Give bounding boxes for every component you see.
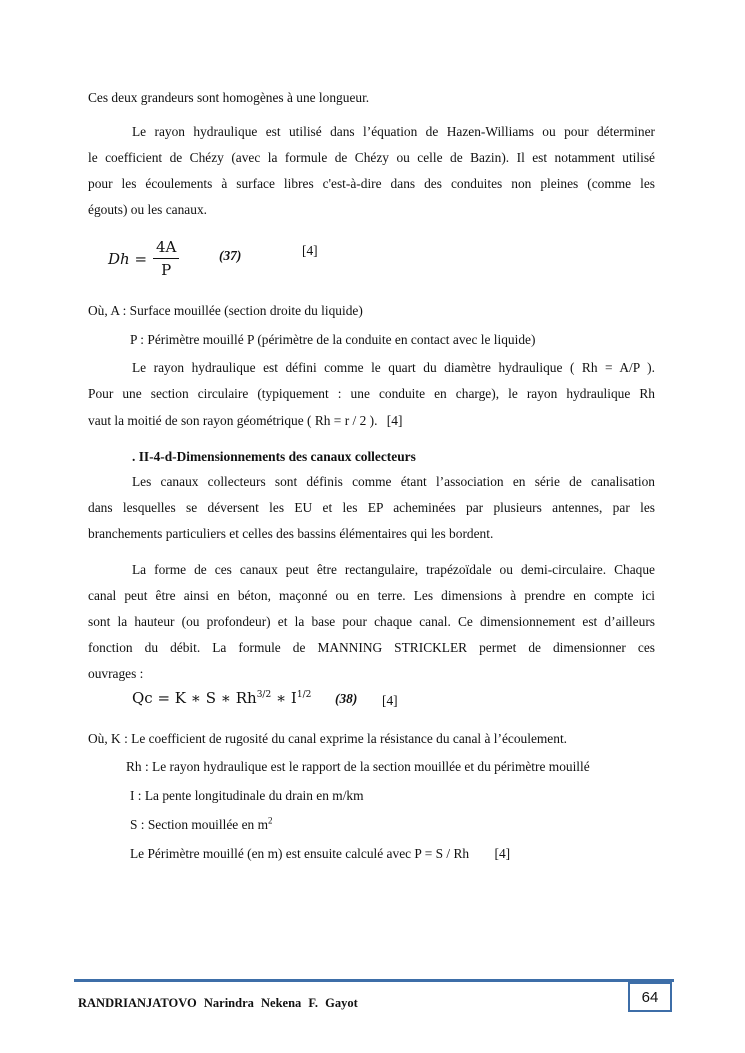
fraction-denominator: P bbox=[161, 261, 172, 279]
text-line: canal peut être ainsi en béton, maçonné ou en terre. Les dimensions à prendre en compte ici bbox=[88, 588, 655, 603]
text-line: ouvrages : bbox=[88, 666, 144, 681]
section-heading: . II-4-d-Dimensionnements des canaux collecteurs bbox=[132, 449, 416, 464]
definition-perimeter-text: Le Périmètre mouillé (en m) est ensuite calculé avec P = S / Rh bbox=[130, 846, 470, 861]
formula-part: ∗ I bbox=[271, 689, 297, 707]
equation-number: (38) bbox=[335, 691, 358, 706]
page-number: 64 bbox=[628, 982, 672, 1012]
reference-citation: [4] bbox=[494, 846, 511, 861]
text-line: branchements particuliers et celles des bassins élémentaires qui les bordent. bbox=[88, 526, 494, 541]
text-line: La forme de ces canaux peut être rectangulaire, trapézoïdale ou demi-circulaire. Chaque bbox=[132, 562, 655, 577]
definition-rh: Rh : Le rayon hydraulique est le rapport de la section mouillée et du périmètre mouillé bbox=[126, 759, 590, 774]
text-line: sont la hauteur (ou profondeur) et la base pour chaque canal. Ce dimensionnement est d’ailleurs bbox=[88, 614, 655, 629]
footer-author: RANDRIANJATOVO Narindra Nekena F. Gayot bbox=[78, 996, 358, 1010]
definition-perimeter bbox=[130, 845, 510, 863]
text-line: fonction du débit. La formule de MANNING STRICKLER permet de dimensionner ces bbox=[88, 640, 655, 655]
formula-exponent: 1/2 bbox=[296, 690, 312, 700]
text-line: égouts) ou les canaux. bbox=[88, 202, 207, 217]
equation-lhs: Dh = bbox=[108, 250, 148, 268]
formula-exponent: 3/2 bbox=[256, 690, 272, 700]
definition-s bbox=[130, 816, 272, 834]
reference-citation: [4] bbox=[302, 243, 318, 258]
text-line: Le rayon hydraulique est utilisé dans l’équation de Hazen-Williams ou pour déterminer bbox=[132, 124, 655, 139]
text-line: vaut la moitié de son rayon géométrique ( Rh = r / 2 ). bbox=[88, 413, 378, 428]
fraction-numerator: 4A bbox=[153, 238, 179, 259]
equation-number: (37) bbox=[219, 248, 242, 263]
definition-s-text: S : Section mouillée en m bbox=[130, 817, 268, 832]
reference-citation: [4] bbox=[382, 693, 398, 708]
manning-strickler-formula bbox=[132, 689, 311, 707]
text-line: dans lesquelles se déversent les EU et les EP acheminées par plusieurs antennes, par les bbox=[88, 500, 655, 515]
definition-k: Où, K : Le coefficient de rugosité du canal exprime la résistance du canal à l’écoulement. bbox=[88, 731, 568, 746]
reference-citation: [4] bbox=[386, 413, 403, 428]
text-line: Pour une section circulaire (typiquement : une conduite en charge), le rayon hydraulique Rh bbox=[88, 386, 655, 401]
definition-p: P : Périmètre mouillé P (périmètre de la conduite en contact avec le liquide) bbox=[130, 332, 536, 347]
footer-divider bbox=[74, 979, 674, 982]
superscript: 2 bbox=[267, 815, 273, 826]
equation-fraction bbox=[153, 238, 179, 280]
definition-a: Où, A : Surface mouillée (section droite du liquide) bbox=[88, 303, 363, 318]
text-line: Le rayon hydraulique est défini comme le quart du diamètre hydraulique ( Rh = A/P ). bbox=[132, 360, 655, 375]
definition-i: I : La pente longitudinale du drain en m/km bbox=[130, 788, 364, 803]
text-line: pour les écoulements à surface libres c'est-à-dire dans des conduites non pleines (comme les bbox=[88, 176, 655, 191]
text-line-with-ref bbox=[88, 412, 402, 430]
text-line: le coefficient de Chézy (avec la formule de Chézy ou celle de Bazin). Il est notamment utilisé bbox=[88, 150, 655, 165]
formula-part: Qc = K ∗ S ∗ Rh bbox=[132, 689, 257, 707]
paragraph-homogeneous: Ces deux grandeurs sont homogènes à une longueur. bbox=[88, 90, 370, 105]
text-line: Les canaux collecteurs sont définis comme étant l’association en série de canalisation bbox=[132, 474, 655, 489]
